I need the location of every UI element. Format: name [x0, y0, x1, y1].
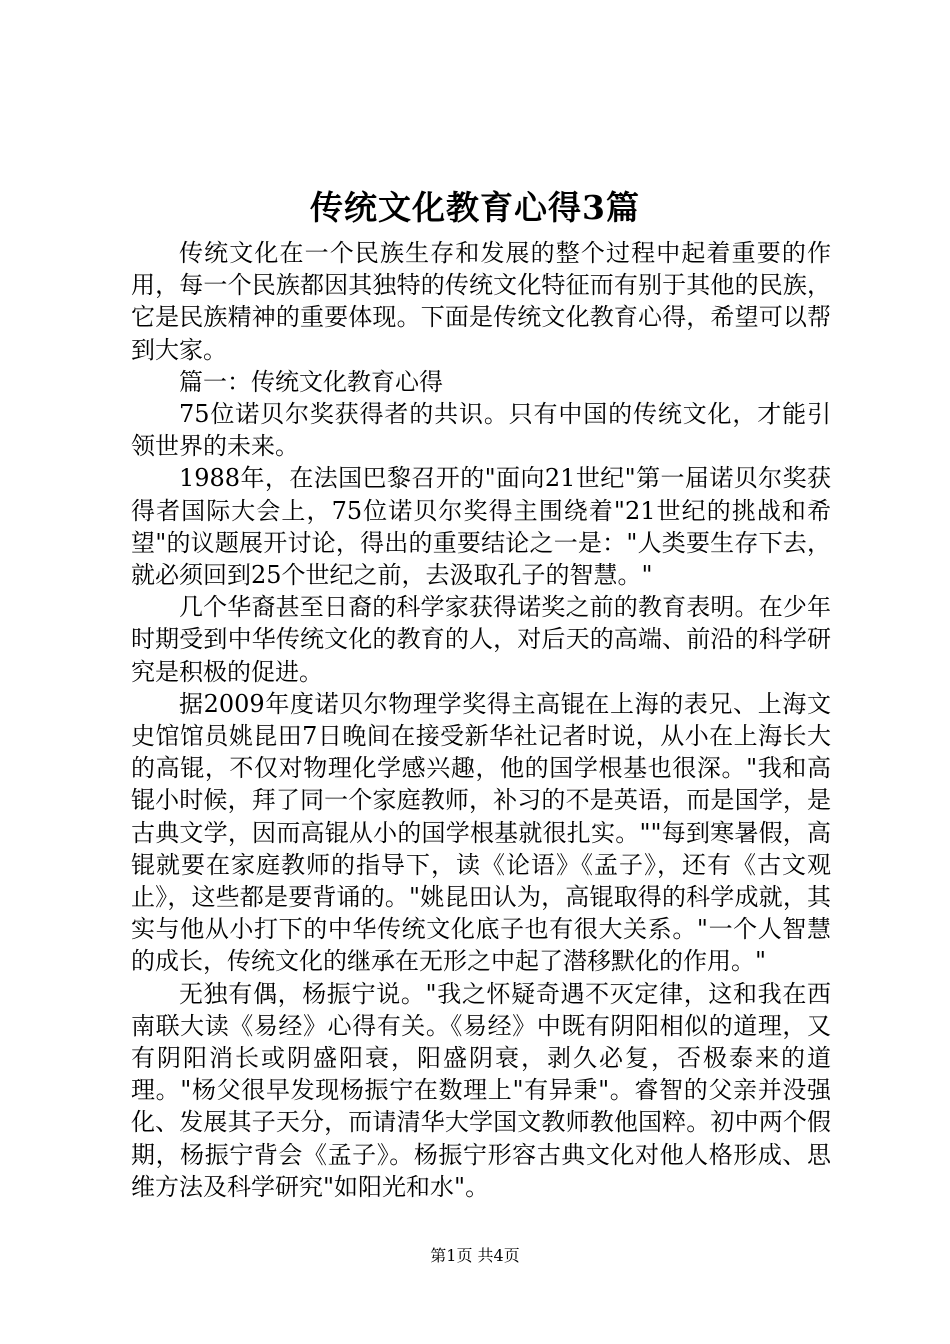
document-body — [131, 237, 831, 1203]
body-paragraph: 据2009年度诺贝尔物理学奖得主高锟在上海的表兄、上海文史馆馆员姚昆田7日晚间在接受新华社记者时说，从小在上海长大的高锟，不仅对物理化学感兴趣，他的国学根基也很深。"我和高锟小时候，拜了同一个家庭教师，补习的不是英语，而是国学，是古典文学，因而高锟从小的国学根基就很扎实。""每到寒暑假，高锟就要在家庭教师的指导下，读《论语》《孟子》，还有《古文观止》，这些都是要背诵的。"姚昆田认为，高锟取得的科学成就，其实与他从小打下的中华传统文化底子也有很大关系。"一个人智慧的成长，传统文化的继承在无形之中起了潜移默化的作用。" — [131, 689, 831, 976]
body-paragraph: 无独有偶，杨振宁说。"我之怀疑奇遇不灭定律，这和我在西南联大读《易经》心得有关。《易经》中既有阴阳相似的道理，又有阴阳消长或阴盛阳衰，阳盛阴衰，剥久必复，否极泰来的道理。"杨父很早发现杨振宁在数理上"有异秉"。睿智的父亲并没强化、发展其子天分，而请清华大学国文教师教他国粹。初中两个假期，杨振宁背会《孟子》。杨振宁形容古典文化对他人格形成、思维方法及科学研究"如阳光和水"。 — [131, 979, 831, 1201]
document-title: 传统文化教育心得3篇 — [310, 188, 640, 227]
body-paragraph: 1988年，在法国巴黎召开的"面向21世纪"第一届诺贝尔奖获得者国际大会上，75位诺贝尔奖得主围绕着"21世纪的挑战和希望"的议题展开讨论，得出的重要结论之一是："人类要生存下去，就必须回到25个世纪之前，去汲取孔子的智慧。" — [131, 464, 831, 590]
body-paragraph: 75位诺贝尔奖获得者的共识。只有中国的传统文化，才能引领世界的未来。 — [131, 400, 831, 461]
intro-paragraph: 传统文化在一个民族生存和发展的整个过程中起着重要的作用，每一个民族都因其独特的传统文化特征而有别于其他的民族，它是民族精神的重要体现。下面是传统文化教育心得，希望可以帮到大家。 — [131, 239, 831, 364]
body-paragraph: 几个华裔甚至日裔的科学家获得诺奖之前的教育表明。在少年时期受到中华传统文化的教育的人，对后天的高端、前沿的科学研究是积极的促进。 — [131, 593, 831, 686]
page-footer: 第1页 共4页 — [430, 1246, 520, 1265]
section-heading: 篇一：传统文化教育心得 — [179, 367, 443, 396]
